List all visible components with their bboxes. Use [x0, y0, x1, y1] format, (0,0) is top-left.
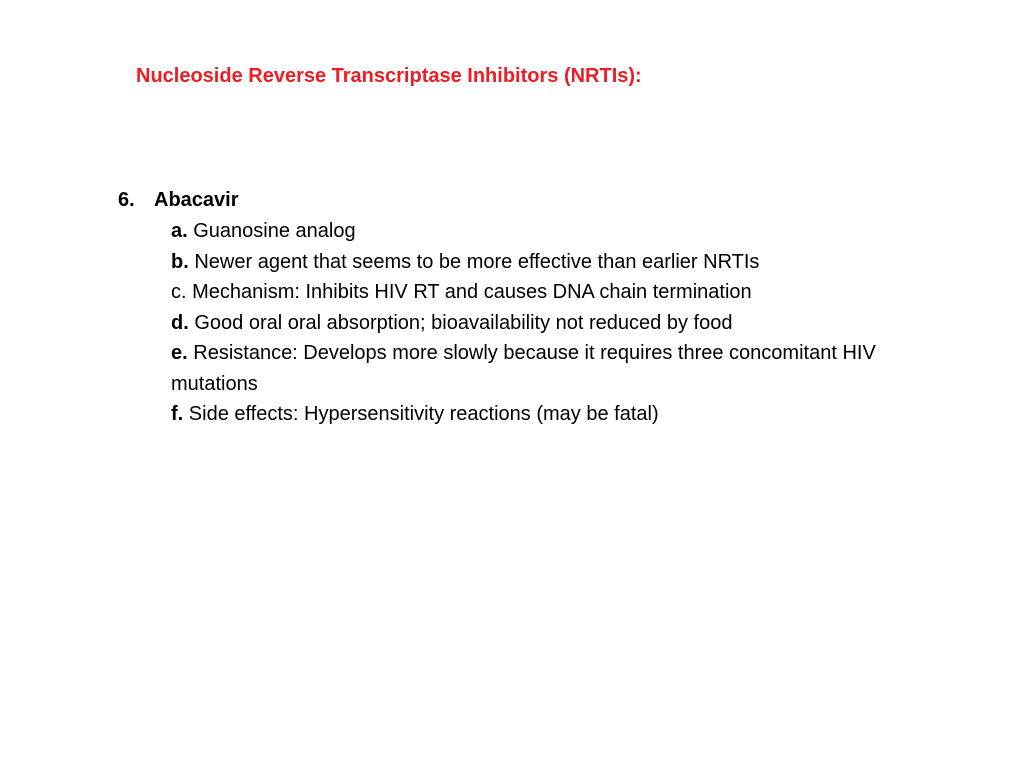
- subitem: [171, 308, 941, 339]
- slide-title: Nucleoside Reverse Transcriptase Inhibitors (NRTIs):: [136, 65, 642, 87]
- subitem-text: Good oral oral absorption; bioavailability not reduced by food: [194, 311, 733, 334]
- subitem-marker: e.: [171, 342, 188, 364]
- subitem: [171, 338, 941, 399]
- subitem-text: Newer agent that seems to be more effective than earlier NRTIs: [194, 250, 760, 273]
- subitem-list: [118, 216, 978, 430]
- subitem-marker: b.: [171, 250, 189, 273]
- drug-name: Abacavir: [154, 189, 239, 211]
- drug-item: [118, 186, 978, 430]
- subitem: [171, 399, 941, 430]
- subitem-marker: f.: [171, 403, 184, 425]
- subitem: [171, 216, 941, 247]
- subitem-marker: c.: [171, 281, 187, 303]
- drug-heading: [118, 186, 978, 214]
- subitem: [171, 247, 941, 278]
- item-number: 6.: [118, 189, 135, 211]
- subitem-text: Side effects: Hypersensitivity reactions (may be fatal): [188, 403, 659, 425]
- subitem-text: Mechanism: Inhibits HIV RT and causes DNA chain termination: [192, 281, 752, 303]
- subitem-text: Resistance: Develops more slowly because it requires three concomitant HIV mutations: [171, 342, 876, 395]
- subitem: [171, 277, 941, 308]
- subitem-text: Guanosine analog: [193, 220, 356, 242]
- subitem-marker: a.: [171, 220, 188, 242]
- subitem-marker: d.: [171, 311, 189, 334]
